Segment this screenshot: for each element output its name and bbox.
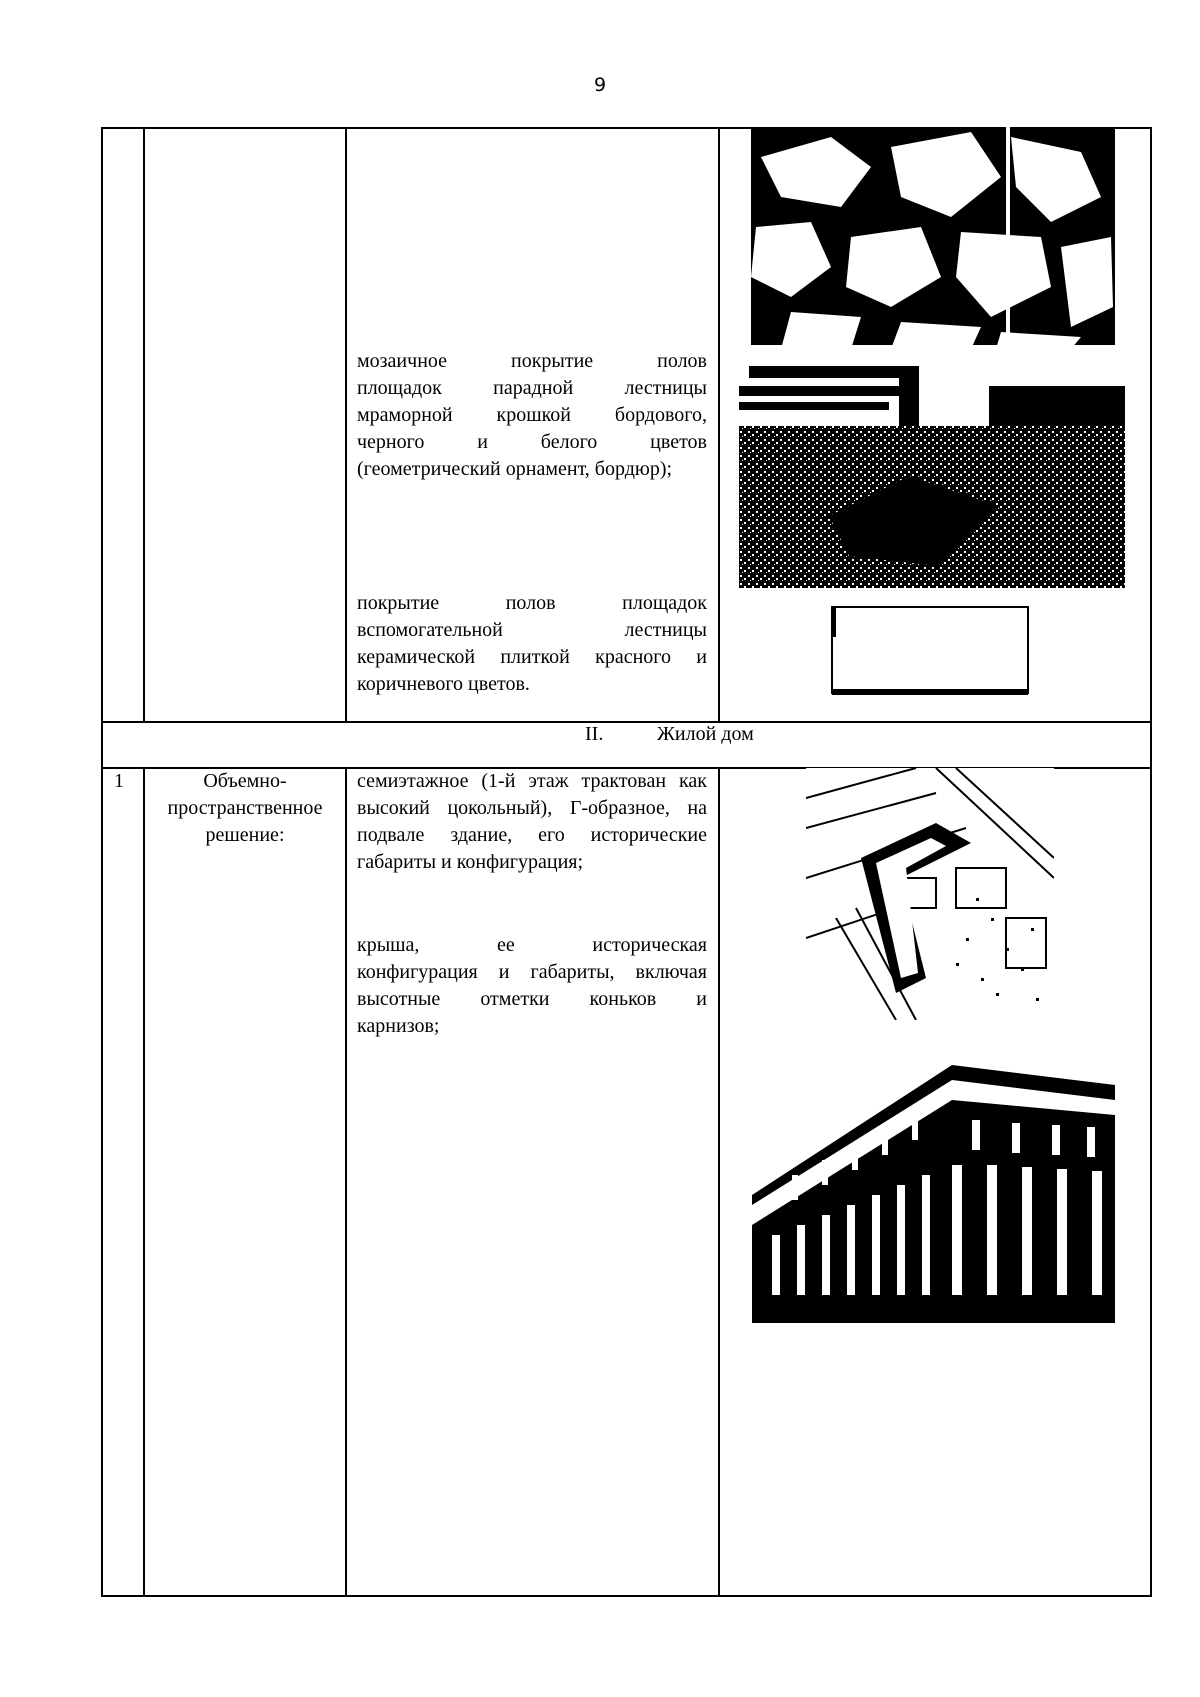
row-number: 1 [114,770,124,792]
building-volume-description: семиэтажное (1-й этаж трактован как высокий цокольный), Г-образное, на подвале здание, его исторические габариты и конфигурация; [357,770,707,873]
ceramic-tile-photo [830,605,1030,697]
mosaic-floor-photo [751,127,1115,349]
ceramic-tile-description: покрытие полов площадок вспомогательной лестницы керамической плиткой красного и коричневого цветов. [357,592,707,695]
site-plan-image [806,768,1054,1020]
section-number: II. [585,723,604,745]
element-name: Объемно- пространственное решение: [167,770,323,846]
roof-description: крыша, ее историческая конфигурация и габариты, включая высотные отметки коньков и карнизов; [357,934,707,1037]
building-facade-photo [752,1045,1115,1323]
section-title: Жилой дом [657,723,754,745]
page-number: 9 [593,74,607,96]
mosaic-floor-description: мозаичное покрытие полов площадок парадной лестницы мраморной крошкой бордового, черного и белого цветов (геометрический орнамент, бордюр); [357,350,707,480]
stair-landing-photo [739,366,1125,588]
